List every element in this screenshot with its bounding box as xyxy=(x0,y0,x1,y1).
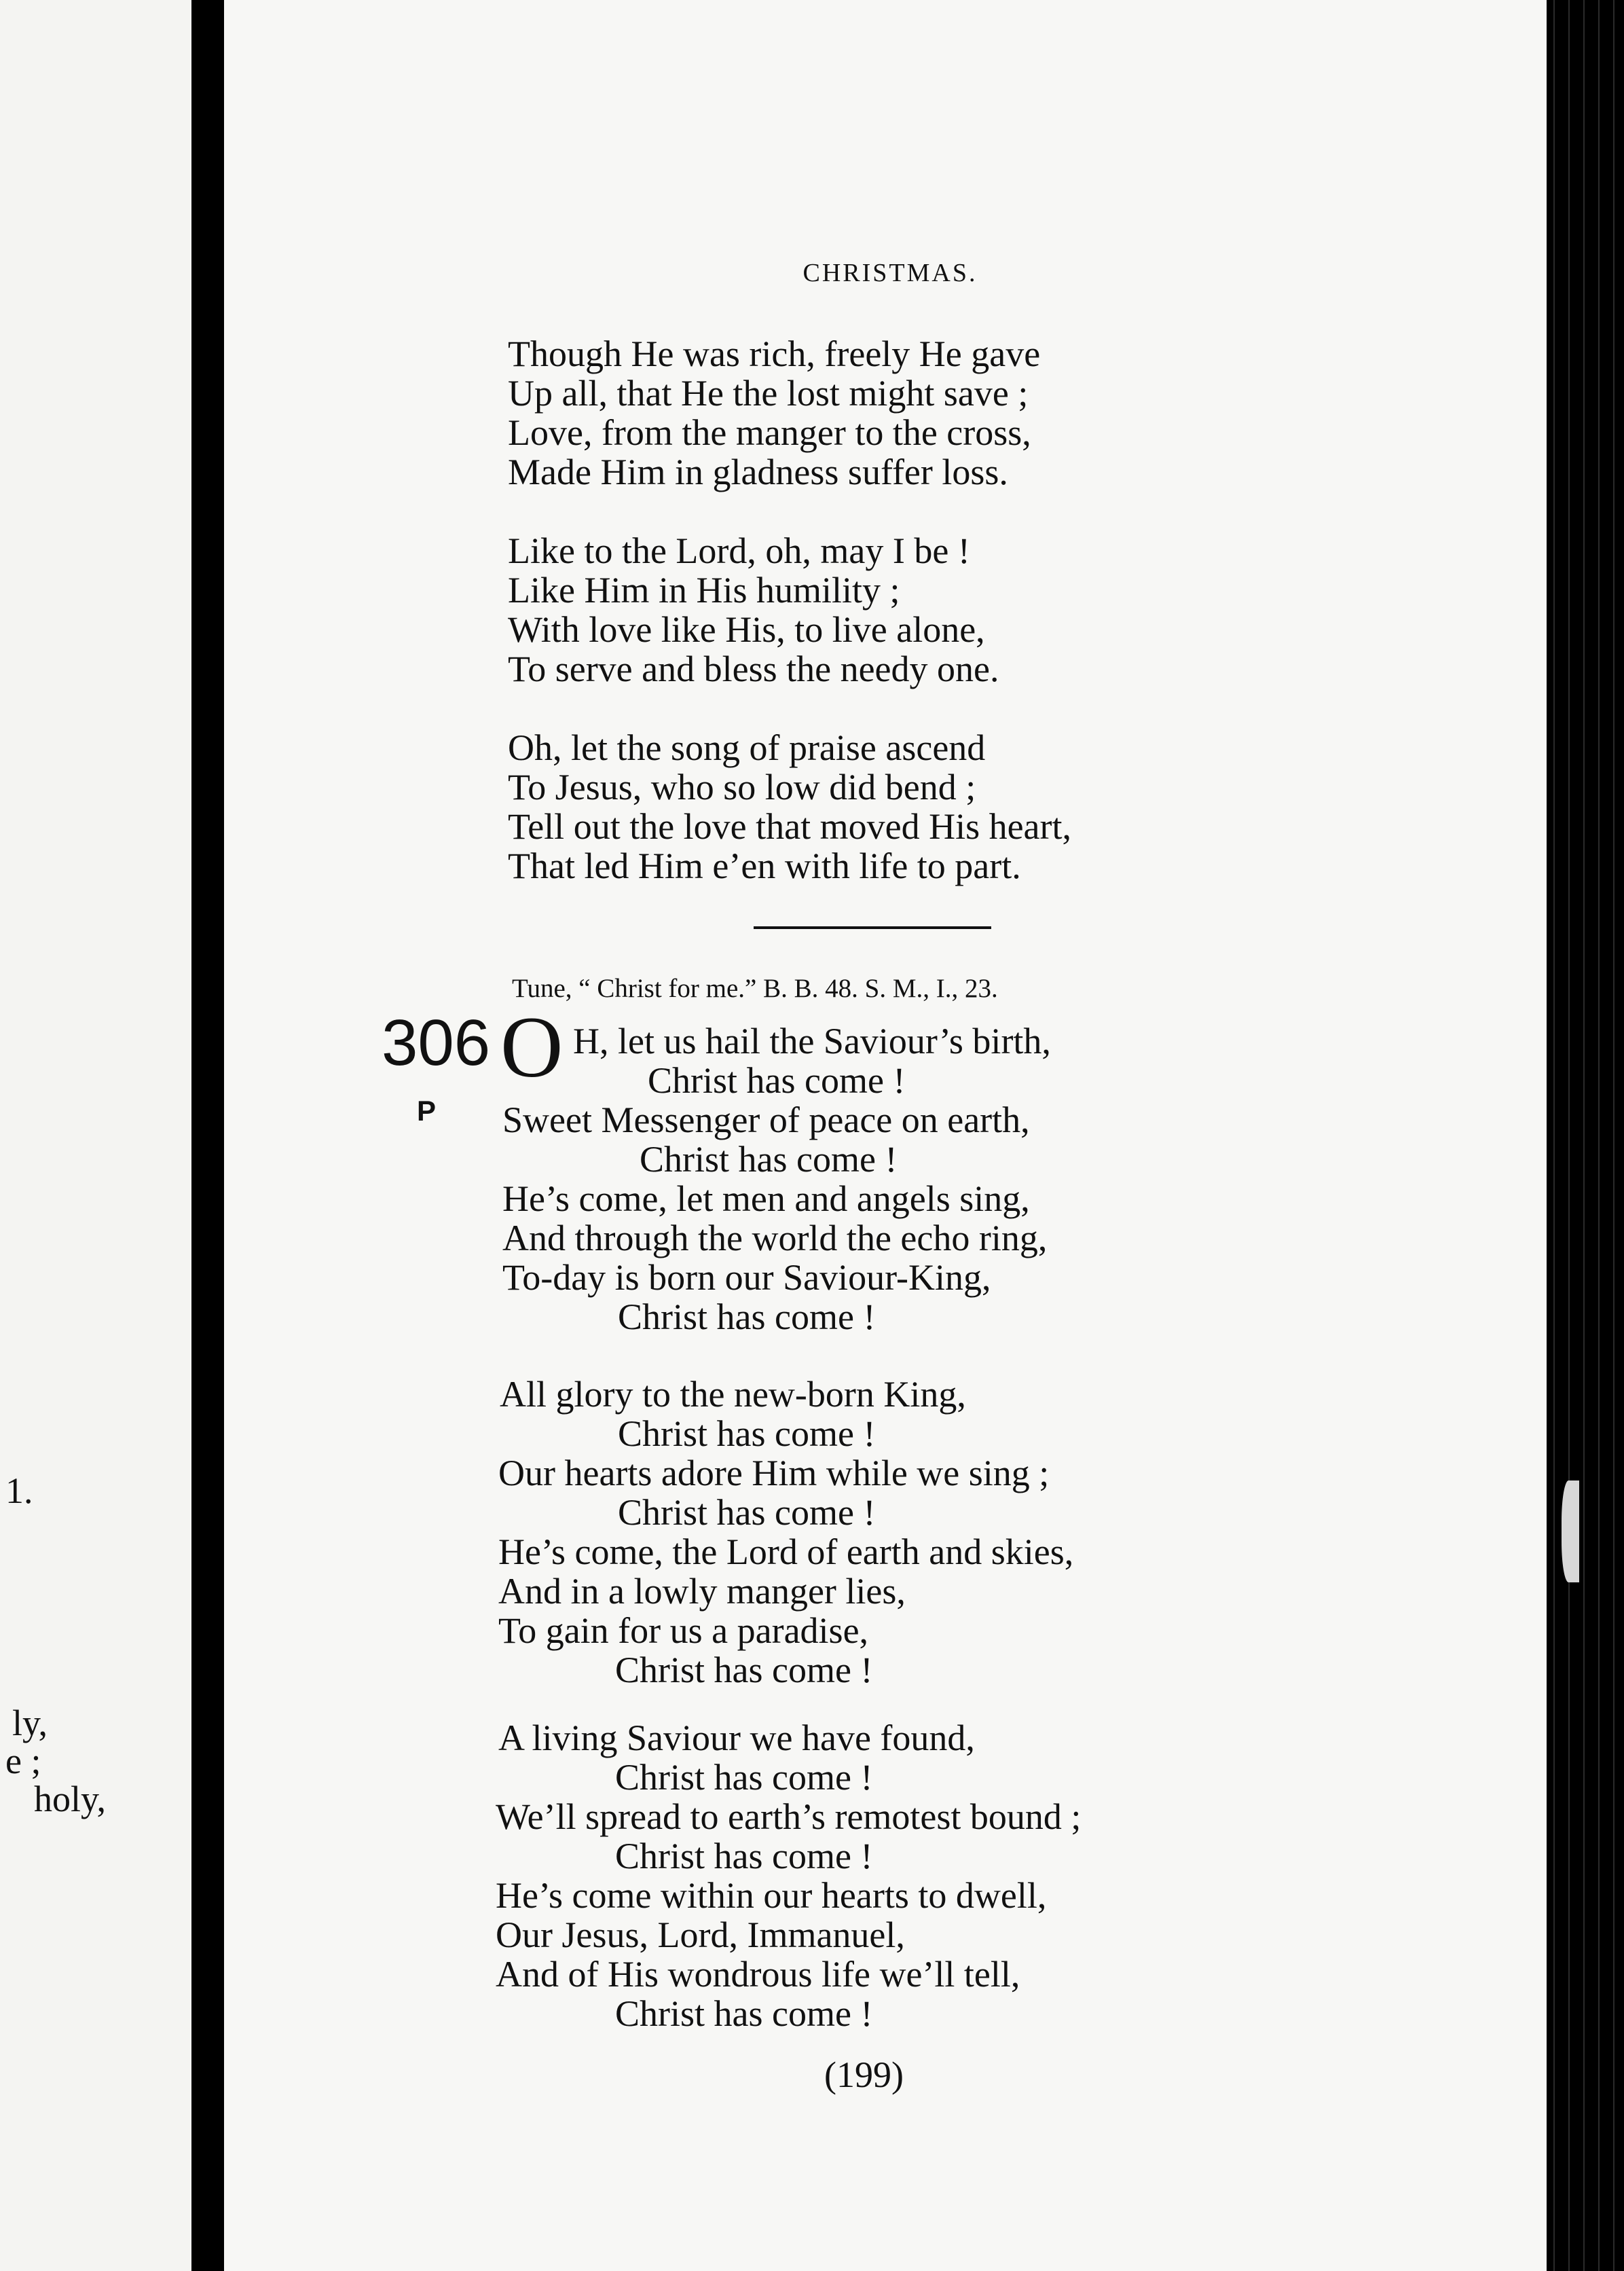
verse-line: Our hearts adore Him while we sing ; xyxy=(498,1453,1050,1493)
verse-line: Tell out the love that moved His heart, xyxy=(508,806,1072,847)
verse-line: To serve and bless the needy one. xyxy=(508,649,999,689)
verse-line: Though He was rich, freely He gave xyxy=(508,333,1041,374)
page-edge-tab xyxy=(1562,1480,1579,1582)
refrain-line: Christ has come ! xyxy=(615,1757,873,1798)
drop-cap: O xyxy=(500,999,564,1095)
refrain-line: Christ has come ! xyxy=(615,1650,873,1690)
verse-line: He’s come, let men and angels sing, xyxy=(502,1178,1030,1219)
hymn-mark: P xyxy=(417,1095,437,1127)
verse-line: Like Him in His humility ; xyxy=(508,570,900,611)
verse-line: To-day is born our Saviour-King, xyxy=(502,1257,991,1298)
refrain-line: Christ has come ! xyxy=(615,1836,873,1876)
verse-line: To gain for us a paradise, xyxy=(498,1610,869,1651)
refrain-line: Christ has come ! xyxy=(615,1993,873,2034)
refrain-line: Christ has come ! xyxy=(618,1492,876,1533)
verse-line: Up all, that He the lost might save ; xyxy=(508,373,1029,414)
verse-line: Sweet Messenger of peace on earth, xyxy=(502,1100,1030,1140)
page-edges xyxy=(1547,0,1624,2271)
book-gutter xyxy=(191,0,224,2271)
verse-line: And through the world the echo ring, xyxy=(502,1218,1048,1258)
verse-line: He’s come, the Lord of earth and skies, xyxy=(498,1531,1074,1572)
tune-line: Tune, “ Christ for me.” B. B. 48. S. M., I., 23. xyxy=(512,974,998,1003)
refrain-line: Christ has come ! xyxy=(618,1413,876,1454)
verse-line: Our Jesus, Lord, Immanuel, xyxy=(496,1914,905,1955)
page-number: (199) xyxy=(824,2054,904,2095)
verse-line: We’ll spread to earth’s remotest bound ; xyxy=(496,1796,1082,1837)
verse-line: He’s come within our hearts to dwell, xyxy=(496,1875,1047,1916)
verse-line: Oh, let the song of praise ascend xyxy=(508,727,986,768)
verse-line: And of His wondrous life we’ll tell, xyxy=(496,1954,1020,1995)
verse-line: To Jesus, who so low did bend ; xyxy=(508,767,976,807)
verse-line: All glory to the new-born King, xyxy=(500,1374,966,1415)
facing-page-fragment: ly, xyxy=(12,1703,48,1743)
verse-line: H, let us hail the Saviour’s birth, xyxy=(573,1021,1051,1061)
running-head: CHRISTMAS. xyxy=(802,259,978,287)
section-rule xyxy=(754,926,991,929)
verse-line: Love, from the manger to the cross, xyxy=(508,412,1031,453)
facing-page-fragment: holy, xyxy=(34,1779,106,1819)
facing-page xyxy=(0,0,191,2271)
verse-line: That led Him e’en with life to part. xyxy=(508,846,1021,886)
verse-line: With love like His, to live alone, xyxy=(508,609,985,650)
verse-line: Made Him in gladness suffer loss. xyxy=(508,452,1008,492)
refrain-line: Christ has come ! xyxy=(640,1139,898,1180)
verse-line: Like to the Lord, oh, may I be ! xyxy=(508,530,970,571)
hymn-number: 306 xyxy=(382,1006,491,1079)
verse-line: And in a lowly manger lies, xyxy=(498,1571,906,1612)
refrain-line: Christ has come ! xyxy=(648,1060,906,1101)
verse-line: A living Saviour we have found, xyxy=(498,1718,975,1758)
facing-page-fragment: 1. xyxy=(5,1470,33,1511)
refrain-line: Christ has come ! xyxy=(618,1296,876,1337)
facing-page-fragment: e ; xyxy=(5,1741,41,1781)
